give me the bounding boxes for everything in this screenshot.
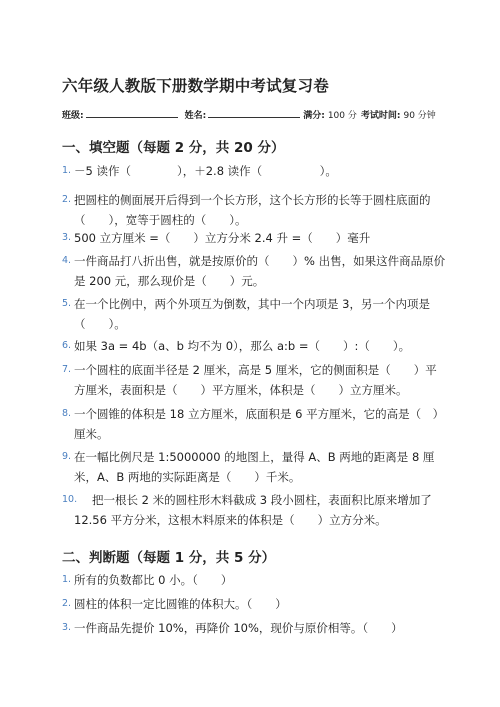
question-text: 在一幅比例尺是 1:5000000 的地图上，量得 A、B 两地的距离是 8 厘米，A、B 两地的实际距离是（ ）千米。 (74, 450, 435, 484)
question-item (62, 404, 446, 444)
question-text: 一个圆柱的底面半径是 2 厘米，高是 5 厘米，它的侧面积是（ ）平方厘米，表面积是（ ）平方厘米，体积是（ ）立方厘米。 (74, 363, 437, 397)
class-blank (86, 108, 178, 118)
question-number: 3. (62, 232, 72, 243)
question-item (62, 336, 446, 356)
question-number: 5. (62, 298, 72, 309)
question-item (62, 618, 446, 638)
question-number: 1. (62, 165, 72, 176)
question-text: 把一根长 2 米的圆柱形木料截成 3 段小圆柱，表面积比原来增加了 12.56 平方分米，这根木料原来的体积是（ ）立方分米。 (74, 493, 432, 527)
question-item (62, 570, 446, 590)
question-item (62, 161, 446, 181)
time-label: 考试时间: (360, 111, 401, 121)
question-text: 500 立方厘米 =（ ）立方分米 2.4 升 =（ ）毫升 (74, 231, 371, 245)
page-title: 六年级人教版下册数学期中考试复习卷 (62, 77, 329, 95)
question-item (62, 190, 446, 230)
question-item (62, 594, 446, 614)
time-value: 90 分钟 (403, 111, 436, 121)
question-number: 2. (62, 598, 72, 609)
student-info-line (62, 108, 462, 121)
question-text: 把圆柱的侧面展开后得到一个长方形，这个长方形的长等于圆柱底面的（ ），宽等于圆柱的（ ）。 (74, 193, 431, 227)
question-item (62, 228, 446, 248)
question-number: 4. (62, 255, 72, 266)
score-value: 100 分 (327, 111, 357, 121)
question-number: 10. (62, 494, 78, 505)
question-text: －5 读作（ ），＋2.8 读作（ ）。 (74, 164, 337, 178)
question-number: 3. (62, 622, 72, 633)
question-item (62, 251, 446, 291)
question-number: 7. (62, 364, 72, 375)
question-text: 在一个比例中，两个外项互为倒数，其中一个内项是 3，另一个内项是（ ）。 (74, 297, 430, 331)
name-blank (208, 108, 300, 118)
question-item (62, 490, 446, 530)
question-text: 所有的负数都比 0 小。（ ） (74, 573, 233, 587)
question-text: 圆柱的体积一定比圆锥的体积大。（ ） (74, 597, 287, 611)
question-number: 6. (62, 340, 72, 351)
question-item (62, 447, 446, 487)
section-heading-true-false: 二、判断题（每题 1 分，共 5 分） (62, 550, 276, 566)
question-number: 8. (62, 408, 72, 419)
class-label: 班级: (62, 111, 84, 121)
score-label: 满分: (303, 111, 325, 121)
section-heading-fill-in: 一、填空题（每题 2 分，共 20 分） (62, 140, 285, 156)
question-item (62, 294, 446, 334)
question-text: 一件商品先提价 10%，再降价 10%，现价与原价相等。（ ） (74, 621, 403, 635)
question-text: 一个圆锥的体积是 18 立方厘米，底面积是 6 平方厘米，它的高是（ ）厘米。 (74, 407, 445, 441)
question-item (62, 360, 446, 400)
name-label: 姓名: (184, 111, 207, 121)
question-text: 如果 3a = 4b（a、b 均不为 0），那么 a:b =（ ）:（ ）。 (74, 339, 411, 353)
question-number: 2. (62, 194, 72, 205)
question-text: 一件商品打八折出售，就是按原价的（ ）% 出售，如果这件商品原价是 200 元，那么现价是（ ）元。 (74, 254, 446, 288)
question-number: 1. (62, 574, 72, 585)
question-number: 9. (62, 451, 72, 462)
